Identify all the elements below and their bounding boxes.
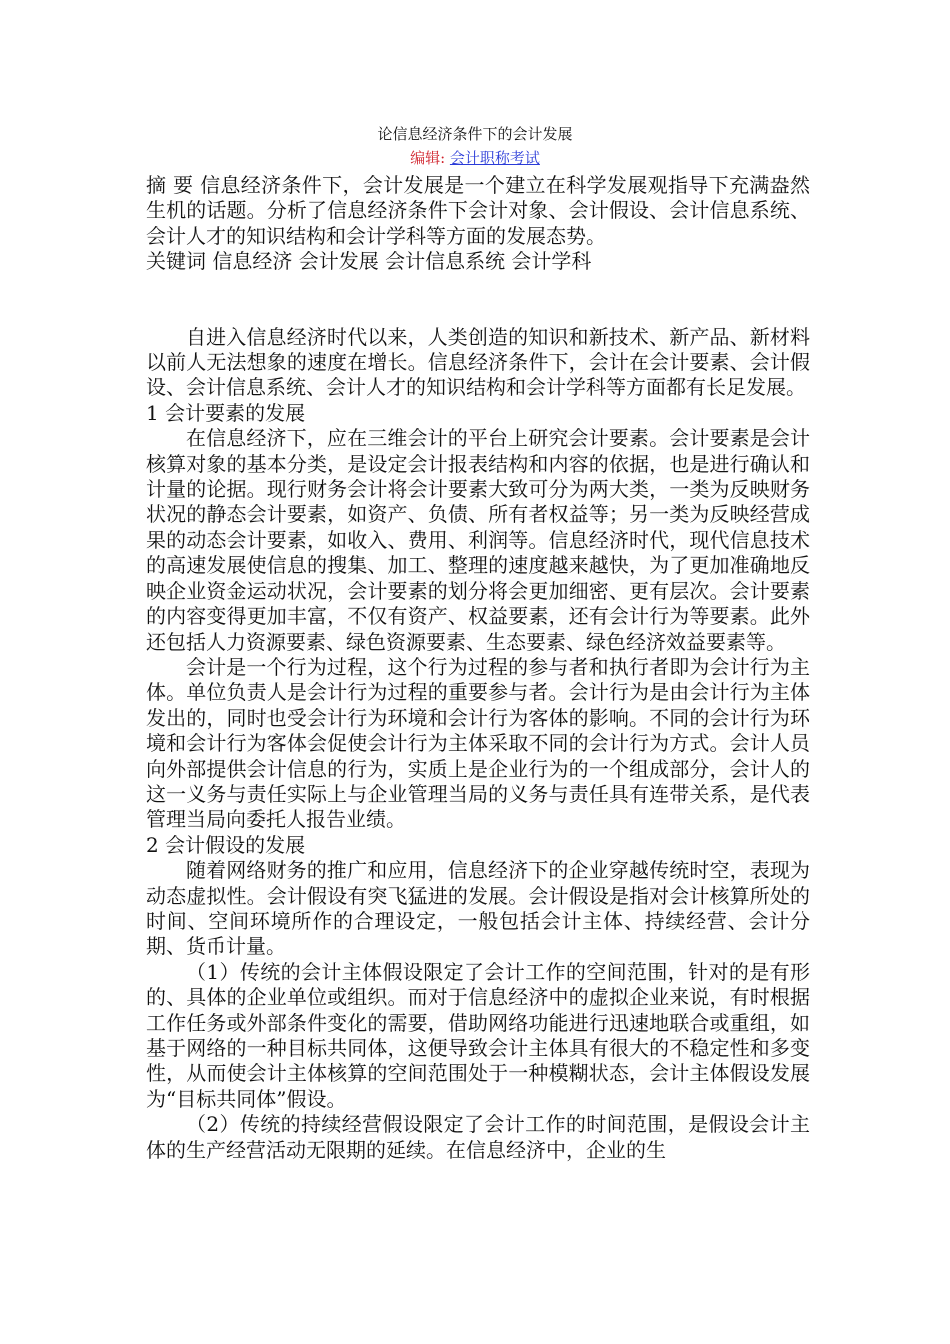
body-paragraph: 在信息经济下，应在三维会计的平台上研究会计要素。会计要素是会计核算对象的基本分类，是设定会计报表结构和内容的依据，也是进行确认和计量的论据。现行财务会计将会计要素大致可分为两大类，一类为反映财务状况的静态会计要素，如资产、负债、所有者权益等；另一类为反映经营成果的动态会计要素，如收入、费用、利润等。信息经济时代，现代信息技术的高速发展使信息的搜集、加工、整理的速度越来越快，为了更加准确地反映企业资金运动状况，会计要素的划分将会更加细密、更有层次。会计要素的内容变得更加丰富，不仅有资产、权益要素，还有会计行为等要素。此外还包括人力资源要素、绿色资源要素、生态要素、绿色经济效益要素等。 [146, 426, 810, 654]
document-body [146, 173, 810, 1163]
body-paragraph: 随着网络财务的推广和应用，信息经济下的企业穿越传统时空，表现为动态虚拟性。会计假设有突飞猛进的发展。会计假设是指对会计核算所处的时间、空间环境所作的合理设定，一般包括会计主体、持续经营、会计分期、货币计量。 [146, 858, 810, 959]
editor-link[interactable]: 会计职称考试 [449, 149, 540, 167]
body-paragraph: 会计是一个行为过程，这个行为过程的参与者和执行者即为会计行为主体。单位负责人是会计行为过程的重要参与者。会计行为是由会计行为主体发出的，同时也受会计行为环境和会计行为客体的影响。不同的会计行为环境和会计行为客体会促使会计行为主体采取不同的会计行为方式。会计人员向外部提供会计信息的行为，实质上是企业行为的一个组成部分，会计人的这一义务与责任实际上与企业管理当局的义务与责任具有连带关系，是代表管理当局向委托人报告业绩。 [146, 654, 810, 832]
keywords-paragraph: 关键词 信息经济 会计发展 会计信息系统 会计学科 [146, 249, 592, 274]
editor-label: 编辑: [410, 149, 446, 167]
intro-paragraph: 自进入信息经济时代以来，人类创造的知识和新技术、新产品、新材料以前人无法想象的速度在增长。信息经济条件下，会计在会计要素、会计假设、会计信息系统、会计人才的知识结构和会计学科等方面都有长足发展。 [146, 324, 810, 400]
section-heading: 2 会计假设的发展 [146, 832, 306, 857]
section-heading: 1 会计要素的发展 [146, 400, 306, 425]
abstract-paragraph: 摘 要 信息经济条件下，会计发展是一个建立在科学发展观指导下充满盎然生机的话题。分析了信息经济条件下会计对象、会计假设、会计信息系统、会计人才的知识结构和会计学科等方面的发展态势。 [146, 173, 810, 248]
document-title: 论信息经济条件下的会计发展 [377, 125, 573, 143]
body-paragraph: （2）传统的持续经营假设限定了会计工作的时间范围，是假设会计主体的生产经营活动无限期的延续。在信息经济中，企业的生 [146, 1112, 810, 1162]
blank-line [146, 275, 810, 325]
body-paragraph: （1）传统的会计主体假设限定了会计工作的空间范围，针对的是有形的、具体的企业单位或组织。而对于信息经济中的虚拟企业来说，有时根据工作任务或外部条件变化的需要，借助网络功能进行迅速地联合或重组，如基于网络的一种目标共同体，这便导致会计主体具有很大的不稳定性和多变性，从而使会计主体核算的空间范围处于一种模糊状态，会计主体假设发展为“目标共同体”假设。 [146, 959, 810, 1111]
editor-line [0, 148, 950, 168]
